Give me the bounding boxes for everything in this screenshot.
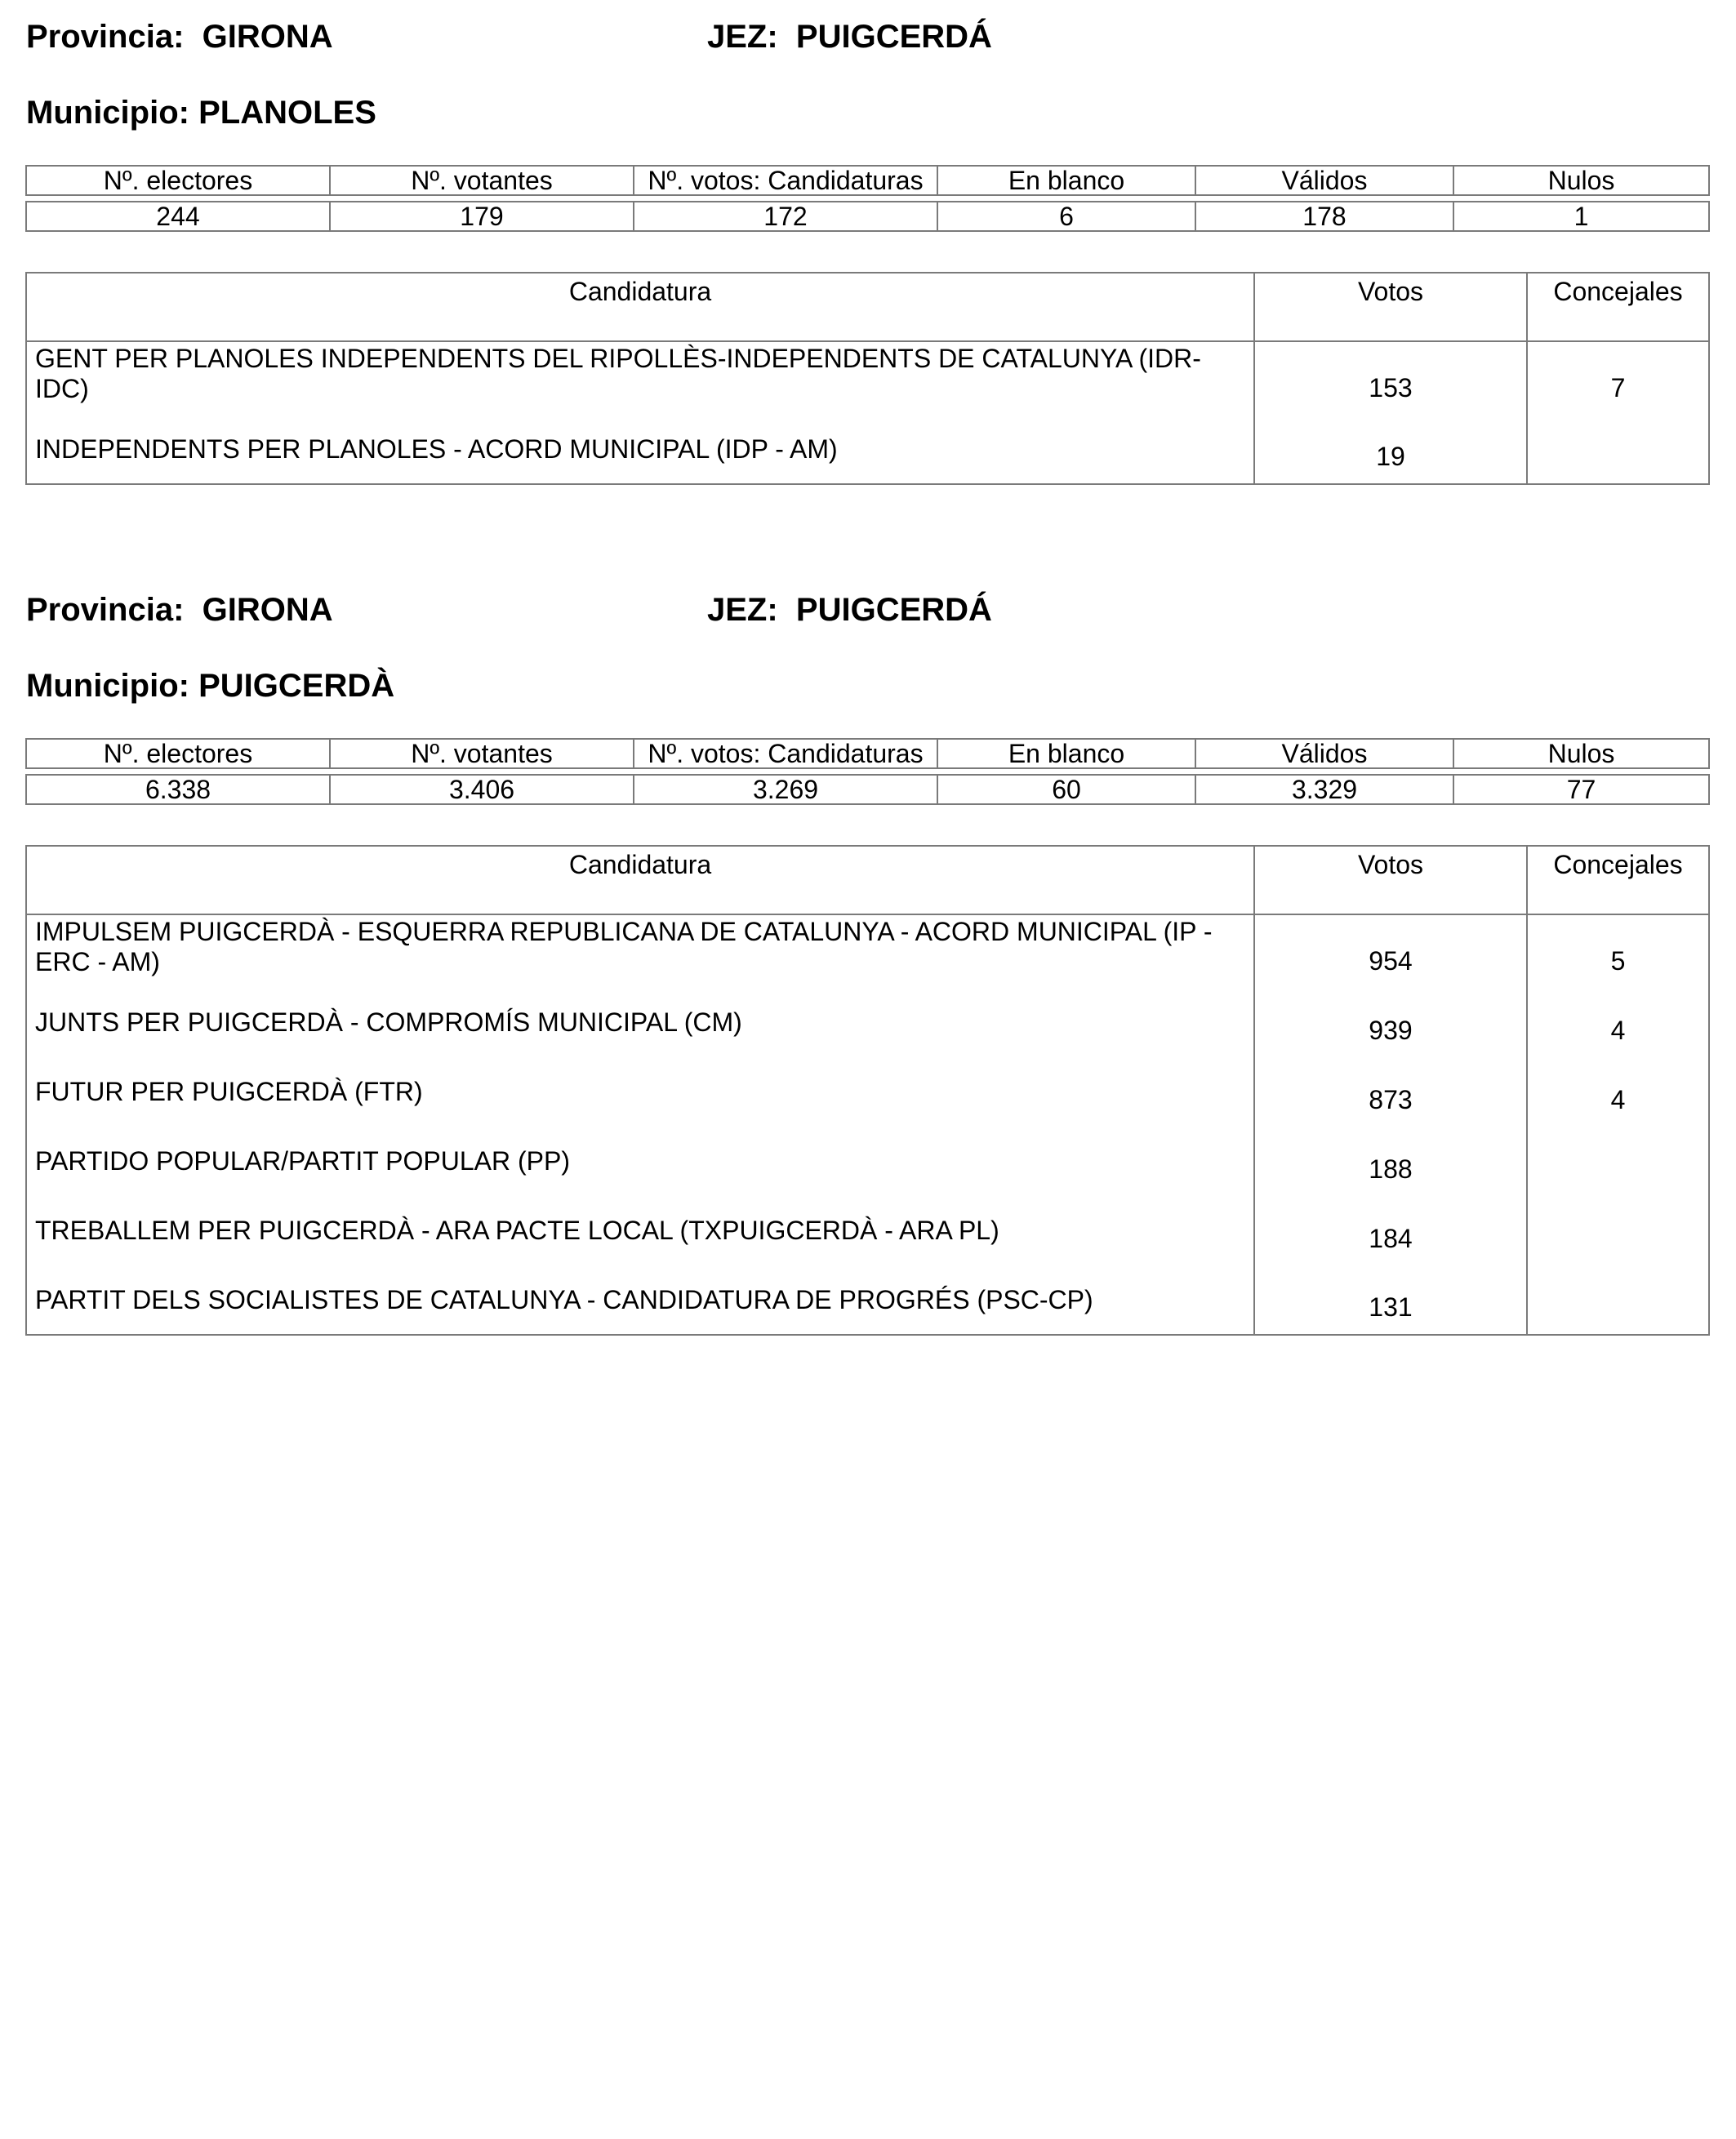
candidate-name: FUTUR PER PUIGCERDÀ (FTR) [26, 1057, 1254, 1127]
table-row [26, 341, 1709, 415]
candidate-votos: 153 [1254, 341, 1527, 415]
header-votantes: Nº. votantes [330, 166, 634, 195]
header-candidatura: Candidatura [26, 846, 1254, 914]
candidate-name: TREBALLEM PER PUIGCERDÀ - ARA PACTE LOCAL (TXPUIGCERDÀ - ARA PL) [26, 1196, 1254, 1265]
summary-value-row [26, 202, 1709, 231]
candidate-name: PARTIDO POPULAR/PARTIT POPULAR (PP) [26, 1127, 1254, 1196]
candidate-concejales: 5 [1527, 914, 1709, 988]
value-validos: 178 [1195, 202, 1453, 231]
provincia-line [26, 594, 333, 626]
summary-value-row [26, 775, 1709, 804]
header-votos-candidaturas: Nº. votos: Candidaturas [634, 739, 937, 768]
header-votos: Votos [1254, 846, 1527, 914]
value-nulos: 77 [1453, 775, 1709, 804]
candidate-votos: 939 [1254, 988, 1527, 1057]
municipio-line [26, 669, 394, 702]
table-row [26, 1265, 1709, 1335]
candidate-votos: 873 [1254, 1057, 1527, 1127]
results-header-row [26, 846, 1709, 914]
summary-table [25, 738, 1710, 805]
header-nulos: Nulos [1453, 739, 1709, 768]
municipio-value: PLANOLES [198, 95, 376, 131]
table-row [26, 1127, 1709, 1196]
header-validos: Válidos [1195, 166, 1453, 195]
candidate-votos: 954 [1254, 914, 1527, 988]
header-electores: Nº. electores [26, 739, 330, 768]
header-en-blanco: En blanco [937, 166, 1195, 195]
candidate-concejales [1527, 1265, 1709, 1335]
header-votos-candidaturas: Nº. votos: Candidaturas [634, 166, 937, 195]
municipio-line [26, 96, 376, 129]
provincia-line [26, 20, 333, 53]
jez-label: JEZ: [707, 19, 778, 55]
summary-header-row [26, 166, 1709, 195]
table-row [26, 415, 1709, 484]
value-validos: 3.329 [1195, 775, 1453, 804]
provincia-value: GIRONA [202, 19, 333, 55]
candidate-concejales: 4 [1527, 1057, 1709, 1127]
results-table [25, 845, 1710, 1336]
table-row [26, 1196, 1709, 1265]
header-votos: Votos [1254, 273, 1527, 341]
header-concejales: Concejales [1527, 273, 1709, 341]
value-votos-candidaturas: 172 [634, 202, 937, 231]
table-row [26, 1057, 1709, 1127]
provincia-value: GIRONA [202, 592, 333, 628]
jez-line [707, 594, 992, 626]
header-concejales: Concejales [1527, 846, 1709, 914]
candidate-name: GENT PER PLANOLES INDEPENDENTS DEL RIPOLLÈS-INDEPENDENTS DE CATALUNYA (IDR-IDC) [26, 341, 1254, 415]
value-electores: 244 [26, 202, 330, 231]
candidate-concejales: 4 [1527, 988, 1709, 1057]
value-nulos: 1 [1453, 202, 1709, 231]
candidate-votos: 188 [1254, 1127, 1527, 1196]
value-votantes: 3.406 [330, 775, 634, 804]
header-nulos: Nulos [1453, 166, 1709, 195]
municipio-label: Municipio: [26, 668, 189, 704]
candidate-name: JUNTS PER PUIGCERDÀ - COMPROMÍS MUNICIPAL (CM) [26, 988, 1254, 1057]
candidate-name: IMPULSEM PUIGCERDÀ - ESQUERRA REPUBLICANA DE CATALUNYA - ACORD MUNICIPAL (IP - ERC - AM) [26, 914, 1254, 988]
table-row [26, 914, 1709, 988]
candidate-concejales [1527, 415, 1709, 484]
jez-label: JEZ: [707, 592, 778, 628]
header-candidatura: Candidatura [26, 273, 1254, 341]
provincia-label: Provincia: [26, 19, 185, 55]
header-en-blanco: En blanco [937, 739, 1195, 768]
results-header-row [26, 273, 1709, 341]
candidate-name: PARTIT DELS SOCIALISTES DE CATALUNYA - CANDIDATURA DE PROGRÉS (PSC-CP) [26, 1265, 1254, 1335]
candidate-votos: 131 [1254, 1265, 1527, 1335]
candidate-concejales: 7 [1527, 341, 1709, 415]
municipio-label: Municipio: [26, 95, 189, 131]
value-en-blanco: 6 [937, 202, 1195, 231]
jez-value: PUIGCERDÁ [795, 19, 992, 55]
municipio-value: PUIGCERDÀ [198, 668, 395, 704]
jez-line [707, 20, 992, 53]
summary-header-row [26, 739, 1709, 768]
jez-value: PUIGCERDÁ [795, 592, 992, 628]
results-table [25, 272, 1710, 485]
candidate-name: INDEPENDENTS PER PLANOLES - ACORD MUNICIPAL (IDP - AM) [26, 415, 1254, 484]
candidate-votos: 19 [1254, 415, 1527, 484]
header-votantes: Nº. votantes [330, 739, 634, 768]
header-validos: Válidos [1195, 739, 1453, 768]
value-en-blanco: 60 [937, 775, 1195, 804]
candidate-votos: 184 [1254, 1196, 1527, 1265]
value-votantes: 179 [330, 202, 634, 231]
value-electores: 6.338 [26, 775, 330, 804]
table-row [26, 988, 1709, 1057]
value-votos-candidaturas: 3.269 [634, 775, 937, 804]
provincia-label: Provincia: [26, 592, 185, 628]
candidate-concejales [1527, 1127, 1709, 1196]
candidate-concejales [1527, 1196, 1709, 1265]
header-electores: Nº. electores [26, 166, 330, 195]
summary-table [25, 165, 1710, 232]
